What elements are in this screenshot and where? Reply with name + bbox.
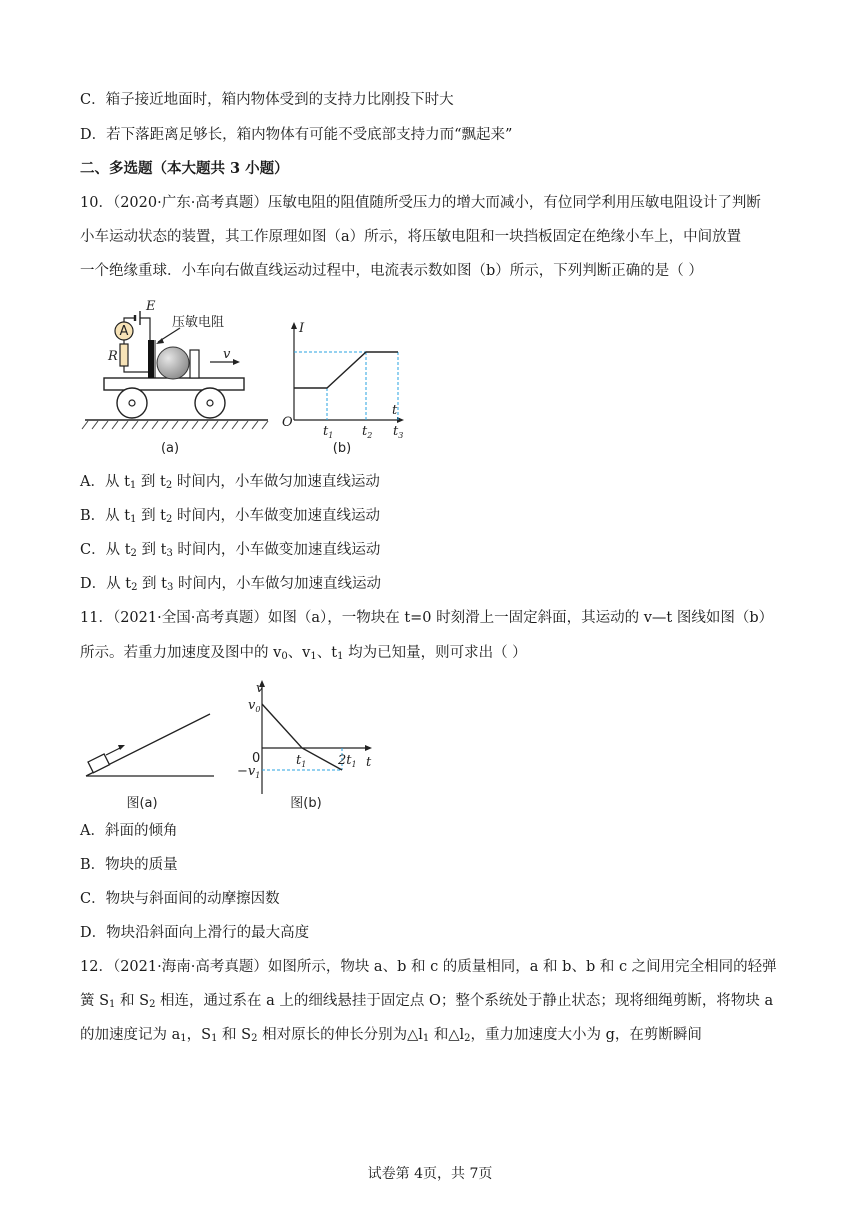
q10-option-d: D．从 $t_2$ 到 $t_3$ 时间内，小车做匀加速直线运动 — [80, 576, 381, 593]
q10-stem-line1: 10．（2020·广东·高考真题）压敏电阻的阻值随所受压力的增大而减小，有位同学利用压敏电阻设计了判断 — [80, 195, 761, 211]
svg-text:−v1: $-v_1$ — [237, 764, 261, 780]
q12-stem-line1: 12．（2021·海南·高考真题）如图所示，物块 a、b 和 c 的质量相同，a 和 b、b 和 c 之间用完全相同的轻弹 — [80, 959, 777, 975]
q11-stem-line1: 11．（2021·全国·高考真题）如图（a），一物块在 t=0 时刻滑上一固定斜面，其运动的 v—t 图线如图（b） — [80, 610, 774, 626]
q9-option-d: D．若下落距离足够长，箱内物体有可能不受底部支持力而“飘起来” — [80, 127, 513, 143]
figure-b-caption: (b) — [332, 441, 352, 456]
q10-figure-a — [80, 290, 280, 460]
velocity-label: v — [223, 347, 231, 362]
figure-a-caption: (a) — [160, 441, 180, 456]
y-axis-label: I — [299, 321, 305, 336]
x-axis-label: t — [366, 755, 372, 770]
block — [88, 754, 109, 773]
q10-option-a: A．从 $t_1$ 到 $t_2$ 时间内，小车做匀加速直线运动 — [80, 474, 380, 491]
y-axis-label: v — [256, 681, 264, 696]
t3-label: t — [393, 424, 399, 439]
svg-text:2t1: $2t_1$ — [338, 753, 357, 769]
v0-label: v — [248, 698, 256, 713]
q11-option-c: C．物块与斜面间的动摩擦因数 — [80, 891, 280, 907]
cart-body — [104, 378, 244, 390]
q11-option-b: B．物块的质量 — [80, 857, 178, 873]
svg-text:t3: $t_3$ — [393, 424, 404, 440]
q11-stem-line2: 所示。若重力加速度及图中的 $v_0$、$v_1$、$t_1$ 均为已知量，则可求出（ ） — [80, 645, 527, 662]
q10-stem-line2: 小车运动状态的装置，其工作原理如图（a）所示，将压敏电阻和一块挡板固定在绝缘小车上，中间放置 — [80, 229, 742, 245]
current-curve — [294, 352, 398, 388]
pressure-resistor — [148, 340, 154, 378]
t1-label: t — [323, 424, 329, 439]
origin-label: 0 — [252, 751, 261, 766]
q10-option-b: B．从 $t_1$ 到 $t_2$ 时间内，小车做变加速直线运动 — [80, 508, 380, 525]
cart-wheel — [117, 388, 147, 418]
baffle — [190, 350, 199, 378]
q12-stem-line2: 簧 $S_1$ 和 $S_2$ 相连，通过系在 a 上的细线悬挂于固定点 O；整个系统处于静止状态；现将细绳剪断，将物块 a — [80, 993, 774, 1010]
t1-label: t — [296, 753, 302, 768]
ammeter-label: A — [119, 324, 129, 339]
q11-figure-a — [80, 712, 220, 812]
svg-text:t1: $t_1$ — [323, 424, 334, 440]
origin-label: O — [282, 415, 293, 430]
q12-stem-line3: 的加速度记为 $a_1$，$S_1$ 和 $S_2$ 相对原长的伸长分别为$\triangle l_1$ 和$\triangle l_2$，重力加速度大小为 g，在剪断瞬间 — [80, 1027, 702, 1044]
svg-text:v0: $v_0$ — [248, 698, 261, 714]
q11-figure-b-caption: 图(b) — [290, 796, 322, 811]
q11-option-d: D．物块沿斜面向上滑行的最大高度 — [80, 925, 310, 941]
q11-figure-a-caption: 图(a) — [126, 796, 158, 811]
q11-figure-b — [232, 676, 382, 816]
q11-option-a: A．斜面的倾角 — [80, 823, 178, 839]
pressure-resistor-label: 压敏电阻 — [172, 315, 225, 330]
q10-figure-b — [280, 318, 410, 460]
heavy-ball — [157, 347, 189, 379]
svg-text:t2: $t_2$ — [362, 424, 373, 440]
page-footer: 试卷第 4页，共 7页 — [367, 1166, 493, 1182]
two-t1-label: 2t — [338, 753, 352, 768]
svg-text:t1: $t_1$ — [296, 753, 307, 769]
q10-stem-line3: 一个绝缘重球．小车向右做直线运动过程中，电流表示数如图（b）所示，下列判断正确的是（ ） — [80, 263, 703, 279]
q10-option-c: C．从 $t_2$ 到 $t_3$ 时间内，小车做变加速直线运动 — [80, 542, 381, 559]
resistor-r — [120, 344, 128, 366]
resistor-label: R — [108, 349, 118, 364]
t2-label: t — [362, 424, 368, 439]
cart-wheel — [195, 388, 225, 418]
neg-v1-label: −v — [237, 764, 256, 779]
section-title: 二、多选题（本大题共 3 小题） — [80, 160, 289, 177]
x-axis-label: t — [392, 403, 398, 418]
q9-option-c: C．箱子接近地面时，箱内物体受到的支持力比刚投下时大 — [80, 92, 454, 108]
emf-label: E — [146, 299, 156, 314]
